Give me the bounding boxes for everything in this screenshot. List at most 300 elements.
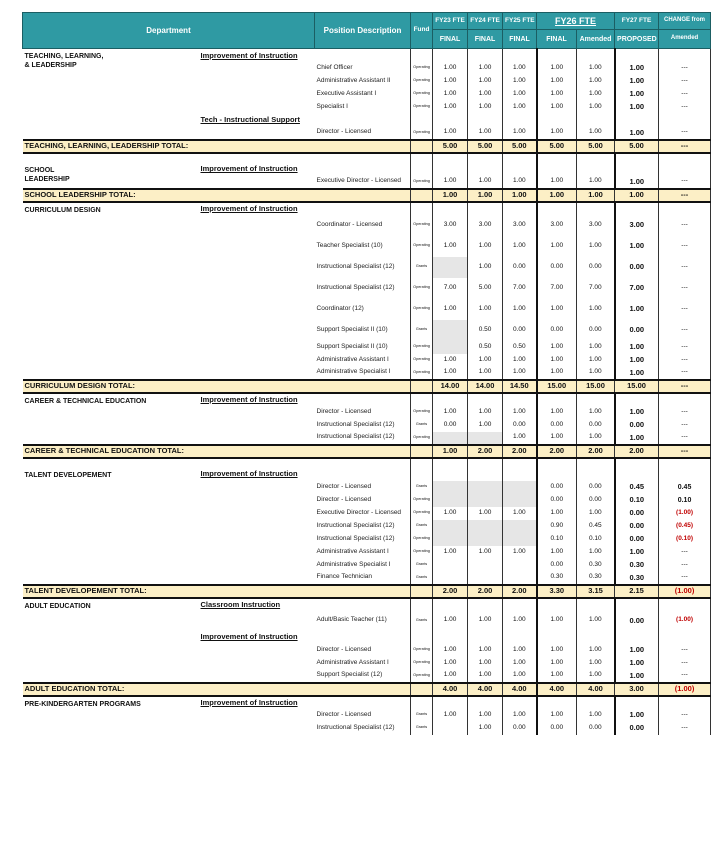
total-change: ---	[659, 189, 711, 202]
total-fy26a: 2.00	[577, 445, 615, 458]
fund-cell: Operating	[411, 354, 433, 367]
fund-cell: Operating	[411, 176, 433, 189]
fy25-cell	[503, 696, 537, 709]
fy24-cell	[468, 696, 503, 709]
program-spacer	[199, 236, 315, 257]
fy23-value	[433, 257, 468, 278]
change-amended-header: Amended	[659, 30, 711, 49]
fy25-value	[503, 520, 537, 533]
program-spacer	[199, 341, 315, 354]
fy24-value: 1.00	[468, 367, 503, 380]
fy27-cell	[615, 468, 659, 481]
change-value: ---	[659, 299, 711, 320]
fy27-value: 3.00	[615, 215, 659, 236]
change-value: ---	[659, 257, 711, 278]
position-description: Support Specialist II (10)	[316, 342, 388, 350]
position-description: Director - Licensed	[316, 128, 372, 136]
change-value: ---	[659, 88, 711, 101]
fy26f-value: 3.00	[537, 215, 577, 236]
fy24-value: 1.00	[468, 507, 503, 520]
fy26a-value: 3.00	[577, 215, 615, 236]
fy27-value: 1.00	[615, 176, 659, 189]
fy26f-cell	[537, 598, 577, 611]
program-spacer	[199, 75, 315, 88]
fy27-value: 1.00	[615, 546, 659, 559]
fy26f-value: 0.10	[537, 533, 577, 546]
fy27-value: 1.00	[615, 354, 659, 367]
fy26a-cell	[577, 393, 615, 406]
fy24-value: 1.00	[468, 257, 503, 278]
fy24-final-header: FINAL	[468, 30, 503, 49]
program-spacer	[199, 419, 315, 432]
department-name	[23, 163, 199, 189]
fy26-amended-header: Amended	[577, 30, 615, 49]
fy27-value: 0.45	[615, 481, 659, 494]
program-spacer	[199, 215, 315, 236]
department-name-line: CAREER & TECHNICAL EDUCATION	[24, 397, 147, 405]
program-spacer	[199, 432, 315, 445]
fy24-value: 1.00	[468, 709, 503, 722]
fy23-final-header: FINAL	[433, 30, 468, 49]
fy26f-value: 0.00	[537, 419, 577, 432]
fy26f-cell	[537, 696, 577, 709]
fy25-value: 1.00	[503, 367, 537, 380]
fy25-value	[503, 494, 537, 507]
fy26f-value: 1.00	[537, 406, 577, 419]
program-spacer	[199, 278, 315, 299]
total-change: (1.00)	[659, 683, 711, 696]
fy26a-value: 1.00	[577, 341, 615, 354]
position-description: Executive Director - Licensed	[316, 508, 402, 516]
spacer-fund	[411, 153, 433, 163]
change-value: ---	[659, 367, 711, 380]
fy23-value: 1.00	[433, 546, 468, 559]
fy26a-value: 1.00	[577, 670, 615, 683]
spacer-cell	[23, 458, 411, 468]
change-value: 0.10	[659, 494, 711, 507]
fy26a-value: 1.00	[577, 611, 615, 631]
fy25-value: 1.00	[503, 176, 537, 189]
total-fy26a: 4.00	[577, 683, 615, 696]
total-fy23: 1.00	[433, 189, 468, 202]
fund-cell: Grants	[411, 320, 433, 341]
fy26a-value: 7.00	[577, 278, 615, 299]
fy25-value: 0.00	[503, 320, 537, 341]
fy26a-cell	[577, 468, 615, 481]
fy26f-value: 1.00	[537, 101, 577, 114]
change-value: ---	[659, 644, 711, 657]
total-fund-cell	[411, 140, 433, 153]
change-value: ---	[659, 354, 711, 367]
change-value: ---	[659, 215, 711, 236]
fund-cell	[411, 114, 433, 127]
spacer-change	[659, 153, 711, 163]
change-value: ---	[659, 75, 711, 88]
fy23-value: 1.00	[433, 127, 468, 140]
fy27-value: 0.00	[615, 507, 659, 520]
section-total-label: SCHOOL LEADERSHIP TOTAL:	[23, 189, 411, 202]
fy24-value: 3.00	[468, 215, 503, 236]
total-fy23: 5.00	[433, 140, 468, 153]
department-name	[23, 468, 199, 585]
total-fy27: 2.15	[615, 585, 659, 598]
position-description: Instructional Specialist (12)	[316, 534, 395, 542]
change-header: CHANGE from	[659, 13, 711, 30]
fy25-value: 1.00	[503, 611, 537, 631]
department-name-line: TALENT DEVELOPEMENT	[24, 471, 112, 479]
fy26a-value: 0.00	[577, 257, 615, 278]
fy26a-value: 0.30	[577, 559, 615, 572]
position-description: Administrative Specialist I	[316, 368, 391, 376]
fy27-value: 1.00	[615, 341, 659, 354]
fy25-value: 1.00	[503, 299, 537, 320]
position-description: Instructional Specialist (12)	[316, 723, 395, 731]
fy25-value: 0.50	[503, 341, 537, 354]
total-fy24: 2.00	[468, 585, 503, 598]
fy25-final-header: FINAL	[503, 30, 537, 49]
program-name: Improvement of Instruction	[200, 697, 298, 707]
fy23-cell	[433, 598, 468, 611]
fy23-value: 1.00	[433, 611, 468, 631]
program-name: Improvement of Instruction	[200, 164, 298, 174]
spacer-fy24	[468, 458, 503, 468]
fund-cell: Operating	[411, 657, 433, 670]
fy23-value	[433, 559, 468, 572]
fy27-value: 1.00	[615, 101, 659, 114]
fy23-value: 1.00	[433, 299, 468, 320]
section-total-label: CURRICULUM DESIGN TOTAL:	[23, 380, 411, 393]
fund-cell	[411, 598, 433, 611]
fy26a-value: 1.00	[577, 127, 615, 140]
total-fy23: 4.00	[433, 683, 468, 696]
fy23-value	[433, 722, 468, 735]
fund-cell: Grants	[411, 611, 433, 631]
position-description: Administrative Assistant I	[316, 658, 389, 666]
fy24-value: 1.00	[468, 75, 503, 88]
fy26a-value: 0.00	[577, 494, 615, 507]
total-fy26f: 1.00	[537, 189, 577, 202]
fy26a-cell	[577, 631, 615, 644]
fy27-cell	[615, 598, 659, 611]
fund-cell	[411, 393, 433, 406]
fund-cell: Operating	[411, 62, 433, 75]
spacer-fy23	[433, 458, 468, 468]
fund-cell: Operating	[411, 215, 433, 236]
section-total-row	[23, 445, 711, 458]
total-fy26f: 3.30	[537, 585, 577, 598]
spacer-fy25	[503, 458, 537, 468]
program-spacer	[199, 176, 315, 189]
fund-cell: Operating	[411, 670, 433, 683]
program-spacer	[199, 572, 315, 585]
spacer-fy26f	[537, 153, 577, 163]
fy25-value: 1.00	[503, 507, 537, 520]
total-fy23: 2.00	[433, 585, 468, 598]
position-description: Instructional Specialist (12)	[316, 283, 395, 291]
section-total-row	[23, 140, 711, 153]
total-fy26f: 4.00	[537, 683, 577, 696]
change-cell	[659, 49, 711, 62]
fy25-value	[503, 481, 537, 494]
total-fy26f: 2.00	[537, 445, 577, 458]
fy27-value: 0.00	[615, 419, 659, 432]
program-spacer	[199, 481, 315, 494]
fy26f-cell	[537, 49, 577, 62]
fy24-value: 5.00	[468, 278, 503, 299]
fy24-cell	[468, 163, 503, 176]
total-fy23: 1.00	[433, 445, 468, 458]
total-fy26f: 5.00	[537, 140, 577, 153]
fy23-value: 3.00	[433, 215, 468, 236]
fy24-value: 1.00	[468, 62, 503, 75]
change-value: ---	[659, 341, 711, 354]
position-description: Specialist I	[316, 102, 348, 110]
fy24-value	[468, 432, 503, 445]
change-value: ---	[659, 320, 711, 341]
fy24-value: 1.00	[468, 101, 503, 114]
fund-cell: Operating	[411, 278, 433, 299]
fy27-value: 0.00	[615, 722, 659, 735]
fy27-value: 0.00	[615, 611, 659, 631]
fy26a-value: 1.00	[577, 75, 615, 88]
fy26-final-header: FINAL	[537, 30, 577, 49]
spacer-fy27	[615, 153, 659, 163]
fy23-cell	[433, 631, 468, 644]
fy24-header: FY24 FTE	[468, 13, 503, 30]
total-fy25: 14.50	[503, 380, 537, 393]
section-total-label: CAREER & TECHNICAL EDUCATION TOTAL:	[23, 445, 411, 458]
fy23-value	[433, 494, 468, 507]
fy26a-value: 1.00	[577, 354, 615, 367]
program-name: Tech - Instructional Support	[200, 115, 300, 125]
fy27-cell	[615, 163, 659, 176]
table-header	[23, 13, 711, 49]
position-description: Director - Licensed	[316, 482, 372, 490]
change-cell	[659, 468, 711, 481]
total-fy26a: 5.00	[577, 140, 615, 153]
total-fy24: 1.00	[468, 189, 503, 202]
fy26a-value: 0.00	[577, 320, 615, 341]
fund-cell: Grants	[411, 481, 433, 494]
fy26f-value: 0.00	[537, 722, 577, 735]
fy23-value	[433, 481, 468, 494]
total-fund-cell	[411, 189, 433, 202]
fy26f-value: 1.00	[537, 670, 577, 683]
position-description: Administrative Specialist I	[316, 560, 391, 568]
program-name: Improvement of Instruction	[200, 394, 298, 404]
program-spacer	[199, 611, 315, 631]
department-name-line: LEADERSHIP	[24, 175, 70, 183]
change-value: ---	[659, 176, 711, 189]
fy24-cell	[468, 49, 503, 62]
change-value: (0.45)	[659, 520, 711, 533]
total-fy25: 5.00	[503, 140, 537, 153]
fy23-value: 1.00	[433, 657, 468, 670]
fund-cell	[411, 163, 433, 176]
fy26a-value: 1.00	[577, 367, 615, 380]
fy24-value: 1.00	[468, 406, 503, 419]
fy25-value: 1.00	[503, 657, 537, 670]
program-spacer	[199, 533, 315, 546]
department-name	[23, 598, 199, 683]
program-heading-row	[23, 598, 711, 611]
department-name-line: TEACHING, LEARNING,	[24, 53, 104, 60]
position-description-header: Position Description	[315, 13, 411, 49]
program-heading-row	[23, 202, 711, 215]
program-name: Improvement of Instruction	[200, 203, 298, 213]
fy25-value: 3.00	[503, 215, 537, 236]
total-fy27: 1.00	[615, 189, 659, 202]
change-cell	[659, 393, 711, 406]
fte-worksheet	[22, 12, 710, 735]
fy25-value: 0.00	[503, 722, 537, 735]
fy25-value: 1.00	[503, 354, 537, 367]
fy26f-value: 1.00	[537, 62, 577, 75]
fy26a-cell	[577, 598, 615, 611]
fy23-value: 0.00	[433, 419, 468, 432]
total-change: ---	[659, 140, 711, 153]
position-description: Instructional Specialist (12)	[316, 433, 395, 441]
program-heading-row	[23, 468, 711, 481]
total-change: (1.00)	[659, 585, 711, 598]
fy24-value: 1.00	[468, 299, 503, 320]
fund-cell: Operating	[411, 299, 433, 320]
fy27-cell	[615, 202, 659, 215]
fy23-cell	[433, 49, 468, 62]
change-value: ---	[659, 670, 711, 683]
fy27-cell	[615, 696, 659, 709]
total-fund-cell	[411, 585, 433, 598]
fy26-header: FY26 FTE	[537, 13, 615, 30]
fy25-value: 1.00	[503, 62, 537, 75]
fy27-value: 1.00	[615, 75, 659, 88]
program-spacer	[199, 670, 315, 683]
fy24-cell	[468, 114, 503, 127]
position-description: Director - Licensed	[316, 710, 372, 718]
fy26f-value: 1.00	[537, 341, 577, 354]
fy23-value	[433, 533, 468, 546]
department-name	[23, 49, 199, 140]
fy24-value	[468, 494, 503, 507]
program-spacer	[199, 507, 315, 520]
program-spacer	[199, 354, 315, 367]
fy25-value: 1.00	[503, 101, 537, 114]
fy26f-value: 1.00	[537, 611, 577, 631]
position-description: Teacher Specialist (10)	[316, 241, 383, 249]
fy27-value: 0.30	[615, 559, 659, 572]
fy24-value	[468, 559, 503, 572]
fy27-header: FY27 FTE	[615, 13, 659, 30]
department-name-line: ADULT EDUCATION	[24, 602, 91, 610]
fund-cell	[411, 631, 433, 644]
fy27-value: 0.00	[615, 520, 659, 533]
fy26a-value: 0.00	[577, 481, 615, 494]
fund-cell: Operating	[411, 75, 433, 88]
fy26f-cell	[537, 163, 577, 176]
department-name	[23, 202, 199, 380]
total-fy27: 15.00	[615, 380, 659, 393]
fy25-value: 0.00	[503, 419, 537, 432]
fy26f-value: 1.00	[537, 657, 577, 670]
position-description: Administrative Assistant I	[316, 547, 389, 555]
fund-cell: Operating	[411, 406, 433, 419]
fy26a-value: 0.10	[577, 533, 615, 546]
fund-cell: Operating	[411, 494, 433, 507]
fy26a-value: 1.00	[577, 709, 615, 722]
fy24-value	[468, 481, 503, 494]
fy26f-value: 1.00	[537, 354, 577, 367]
position-description: Director - Licensed	[316, 645, 372, 653]
fy23-value: 1.00	[433, 644, 468, 657]
change-value: ---	[659, 572, 711, 585]
fund-cell: Operating	[411, 644, 433, 657]
fy27-value: 0.10	[615, 494, 659, 507]
fund-cell: Operating	[411, 127, 433, 140]
fund-cell: Operating	[411, 341, 433, 354]
fy26a-value: 1.00	[577, 507, 615, 520]
fy25-value: 1.00	[503, 670, 537, 683]
department-header: Department	[23, 13, 315, 49]
fy25-value	[503, 572, 537, 585]
fy27-cell	[615, 49, 659, 62]
fy26f-value: 0.00	[537, 559, 577, 572]
spacer-row	[23, 153, 711, 163]
fund-cell: Grants	[411, 257, 433, 278]
fy26a-value: 1.00	[577, 236, 615, 257]
change-value: ---	[659, 406, 711, 419]
section-total-label: ADULT EDUCATION TOTAL:	[23, 683, 411, 696]
program-spacer	[199, 367, 315, 380]
position-description: Executive Director - Licensed	[316, 177, 402, 185]
fy26a-value: 0.30	[577, 572, 615, 585]
fy24-value: 0.50	[468, 320, 503, 341]
fy27-value: 1.00	[615, 88, 659, 101]
fy24-value: 1.00	[468, 127, 503, 140]
fy23-cell	[433, 114, 468, 127]
fund-cell: Grants	[411, 572, 433, 585]
total-fy26f: 15.00	[537, 380, 577, 393]
fy24-cell	[468, 631, 503, 644]
total-fy26a: 3.15	[577, 585, 615, 598]
program-spacer	[199, 644, 315, 657]
fund-cell: Operating	[411, 88, 433, 101]
spacer-fy26a	[577, 153, 615, 163]
fy25-header: FY25 FTE	[503, 13, 537, 30]
department-name-line: PRE-KINDERGARTEN PROGRAMS	[24, 700, 141, 708]
program-spacer	[199, 299, 315, 320]
fy26f-value: 1.00	[537, 367, 577, 380]
position-description: Finance Technician	[316, 573, 373, 581]
fund-cell: Operating	[411, 432, 433, 445]
fund-cell: Operating	[411, 101, 433, 114]
fy23-value: 1.00	[433, 236, 468, 257]
position-description: Executive Assistant I	[316, 89, 377, 97]
fy27-value: 1.00	[615, 406, 659, 419]
fy23-value: 1.00	[433, 709, 468, 722]
fy25-value: 1.00	[503, 88, 537, 101]
fy26f-value: 0.00	[537, 481, 577, 494]
change-value: ---	[659, 546, 711, 559]
total-fy24: 2.00	[468, 445, 503, 458]
fy24-cell	[468, 393, 503, 406]
fy23-value: 1.00	[433, 176, 468, 189]
fy27-value: 1.00	[615, 367, 659, 380]
total-fy25: 2.00	[503, 585, 537, 598]
fy23-value: 1.00	[433, 670, 468, 683]
fy23-value: 1.00	[433, 406, 468, 419]
fy27-value: 0.00	[615, 533, 659, 546]
fy25-cell	[503, 631, 537, 644]
